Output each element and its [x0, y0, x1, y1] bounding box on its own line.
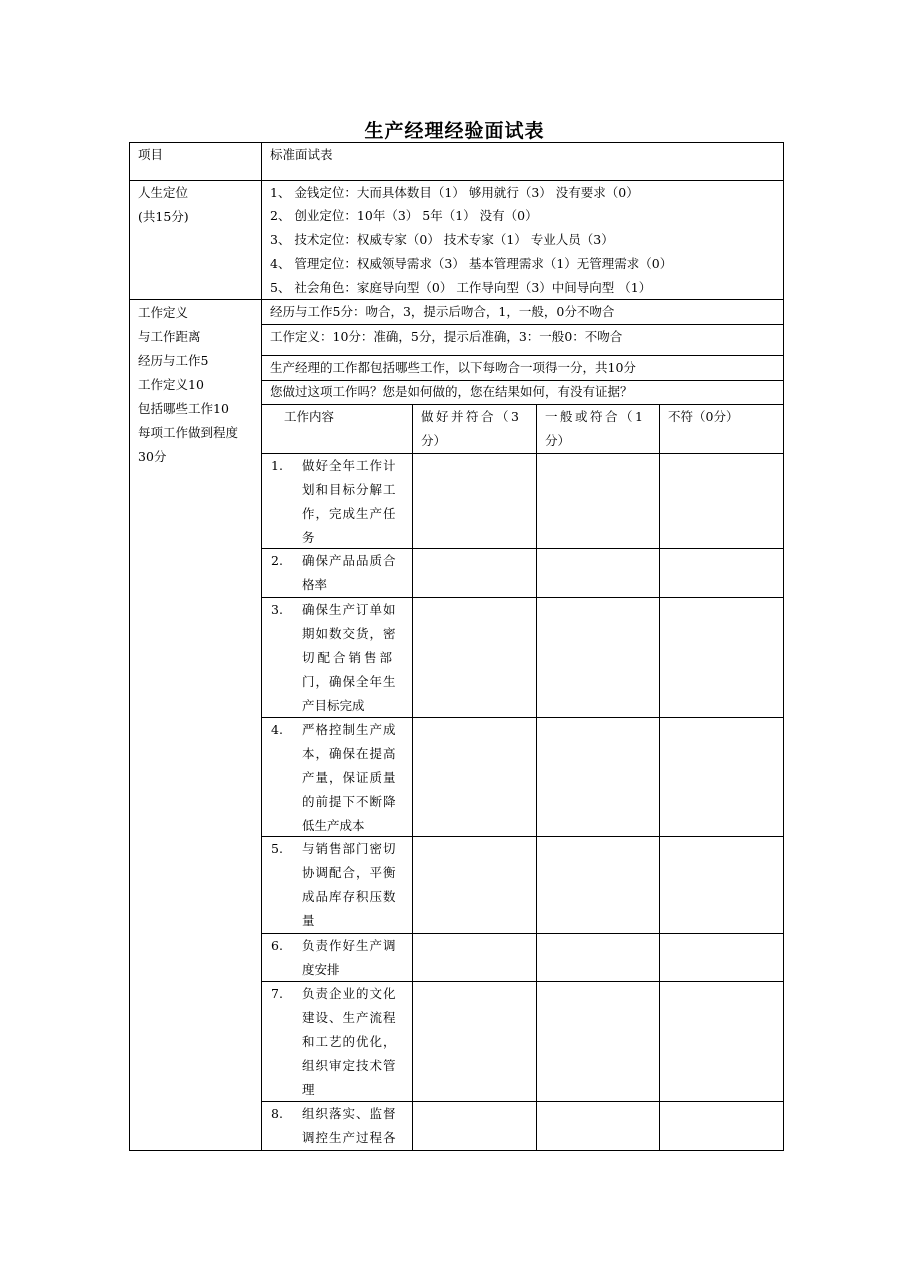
- table-border-left: [129, 142, 130, 1151]
- column-header-none: 不符（0分）: [668, 409, 739, 424]
- scope-rule: 生产经理的工作都包括哪些工作，以下每吻合一项得一分，共10分: [270, 360, 636, 375]
- life-item-business: 2、 创业定位：10年（3） 5年（1） 没有（0）: [270, 208, 538, 223]
- task-text-line: 调控生产过程各: [302, 1130, 397, 1145]
- task-text-line: 理: [302, 1082, 315, 1097]
- header-standard-label: 标准面试表: [270, 147, 333, 162]
- task-text-line: 的前提下不断降: [302, 794, 397, 809]
- task-text-line: 务: [302, 530, 315, 545]
- column-divider: [261, 142, 262, 1151]
- task-number: 5.: [271, 841, 283, 856]
- task-text-line: 确保生产订单如: [302, 602, 397, 617]
- life-position-score: (共15分): [138, 209, 189, 224]
- table-border-top: [129, 142, 784, 143]
- table-border-bottom: [129, 1150, 784, 1151]
- column-divider: [659, 404, 660, 1151]
- table-border-right: [783, 142, 784, 1151]
- task-text-line: 组织落实、监督: [302, 1106, 397, 1121]
- task-text-line: 确保产品品质合: [302, 553, 397, 568]
- work-label-experience: 经历与工作5: [138, 353, 209, 368]
- task-text-line: 严格控制生产成: [302, 722, 397, 737]
- column-header-good: 做好并符合（3: [421, 409, 522, 424]
- task-text-line: 负责作好生产调: [302, 938, 397, 953]
- life-position-label: 人生定位: [138, 185, 189, 200]
- task-text-line: 划和目标分解工: [302, 482, 397, 497]
- task-text-line: 切配合销售部: [302, 650, 396, 665]
- life-item-technical: 3、 技术定位：权威专家（0） 技术专家（1） 专业人员（3）: [270, 232, 614, 247]
- task-number: 7.: [271, 986, 283, 1001]
- page-title: 生产经理经验面试表: [364, 120, 545, 142]
- task-text-line: 量: [302, 913, 315, 928]
- interview-question: 您做过这项工作吗？您是如何做的，您在结果如何，有没有证据？: [270, 384, 633, 399]
- experience-rule: 经历与工作5分：吻合，3，提示后吻合，1，一般，0分不吻合: [270, 304, 615, 319]
- task-text-line: 成品库存积压数: [302, 889, 397, 904]
- task-text-line: 负责企业的文化: [302, 986, 397, 1001]
- task-text-line: 做好全年工作计: [302, 458, 397, 473]
- work-label-degree: 每项工作做到程度: [138, 425, 239, 440]
- task-number: 2.: [271, 553, 283, 568]
- task-text-line: 与销售部门密切: [302, 841, 397, 856]
- task-text-line: 组织审定技术管: [302, 1058, 397, 1073]
- task-text-line: 和工艺的优化，: [302, 1034, 397, 1049]
- header-item-label: 项目: [138, 147, 164, 162]
- task-text-line: 度安排: [302, 962, 340, 977]
- task-text-line: 建设、生产流程: [302, 1010, 397, 1025]
- work-label-distance: 与工作距离: [138, 329, 201, 344]
- task-text-line: 产目标完成: [302, 698, 365, 713]
- task-text-line: 低生产成本: [302, 818, 365, 833]
- work-label-definition-score: 工作定义10: [138, 377, 204, 392]
- column-divider: [536, 404, 537, 1151]
- task-number: 4.: [271, 722, 283, 737]
- task-text-line: 协调配合，平衡: [302, 865, 397, 880]
- task-number: 1.: [271, 458, 283, 473]
- task-text-line: 期如数交货，密: [302, 626, 397, 641]
- life-item-social: 5、 社会角色：家庭导向型（0） 工作导向型（3）中间导向型 （1）: [270, 280, 652, 295]
- task-text-line: 作，完成生产任: [302, 506, 397, 521]
- life-item-money: 1、 金钱定位：大而具体数目（1） 够用就行（3） 没有要求（0）: [270, 185, 639, 200]
- task-number: 6.: [271, 938, 283, 953]
- work-label-total: 30分: [138, 449, 167, 464]
- task-text-line: 门，确保全年生: [302, 674, 397, 689]
- column-header-good-cont: 分）: [421, 433, 447, 448]
- work-label-definition: 工作定义: [138, 305, 189, 320]
- definition-rule: 工作定义：10分：准确，5分，提示后准确，3：一般0：不吻合: [270, 329, 623, 344]
- column-header-normal: 一般或符合（1: [545, 409, 646, 424]
- task-number: 8.: [271, 1106, 283, 1121]
- task-text-line: 产量，保证质量: [302, 770, 397, 785]
- column-divider: [412, 404, 413, 1151]
- column-header-content: 工作内容: [284, 409, 335, 424]
- task-number: 3.: [271, 602, 283, 617]
- task-text-line: 本，确保在提高: [302, 746, 397, 761]
- work-label-scope: 包括哪些工作10: [138, 401, 229, 416]
- task-text-line: 格率: [302, 577, 328, 592]
- life-item-management: 4、 管理定位：权威领导需求（3） 基本管理需求（1）无管理需求（0）: [270, 256, 673, 271]
- column-header-normal-cont: 分）: [545, 433, 571, 448]
